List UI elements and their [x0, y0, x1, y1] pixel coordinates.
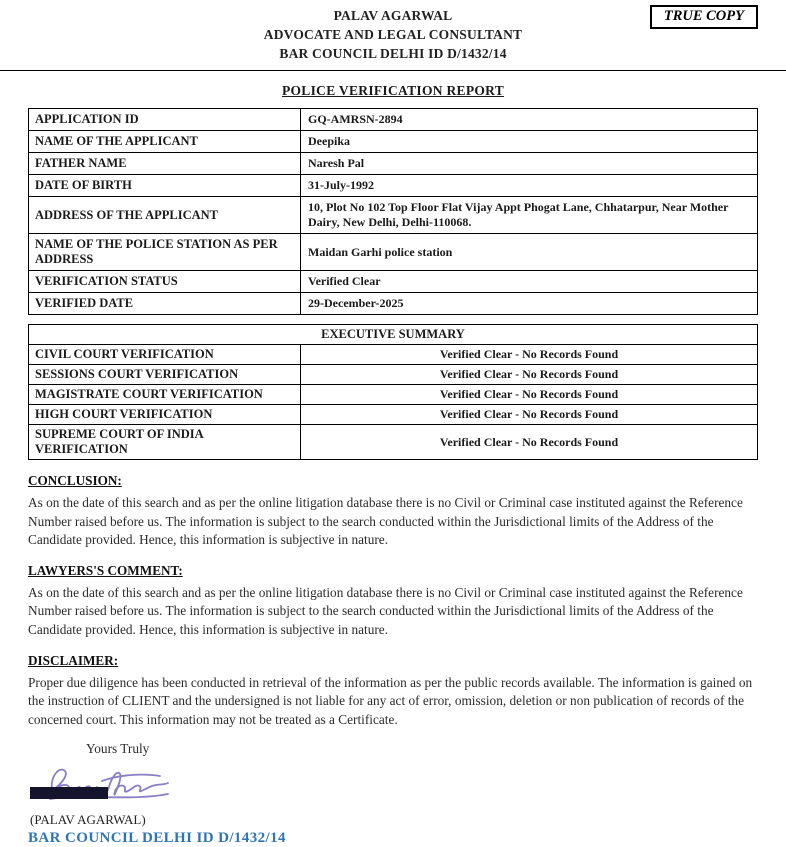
row-label: SESSIONS COURT VERIFICATION [29, 365, 301, 385]
row-value: Verified Clear - No Records Found [301, 425, 758, 460]
table-row [29, 109, 758, 131]
header-divider [0, 70, 786, 71]
row-value: Naresh Pal [301, 153, 758, 175]
table-row [29, 385, 758, 405]
lawyers-comment-heading: LAWYERS'S COMMENT: [28, 562, 183, 578]
row-label: VERIFIED DATE [29, 293, 301, 315]
table-row [29, 175, 758, 197]
applicant-details-table [28, 108, 758, 315]
signature-image [42, 761, 758, 810]
table-row [29, 271, 758, 293]
lawyers-comment-section [28, 562, 758, 640]
executive-summary-title: EXECUTIVE SUMMARY [29, 325, 758, 345]
row-value: Verified Clear - No Records Found [301, 385, 758, 405]
summary-title-row [29, 325, 758, 345]
report-title-wrap [28, 82, 758, 100]
row-label: HIGH COURT VERIFICATION [29, 405, 301, 425]
row-value: GQ-AMRSN-2894 [301, 109, 758, 131]
advocate-title: ADVOCATE AND LEGAL CONSULTANT [263, 27, 523, 42]
table-row [29, 345, 758, 365]
row-value: Verified Clear - No Records Found [301, 345, 758, 365]
signatory-name: (PALAV AGARWAL) [30, 812, 146, 828]
bar-council-id-header: BAR COUNCIL DELHI ID D/1432/14 [279, 46, 507, 61]
letterhead [28, 4, 758, 63]
true-copy-stamp: TRUE COPY [650, 5, 758, 29]
row-value: Verified Clear [301, 271, 758, 293]
row-label: FATHER NAME [29, 153, 301, 175]
report-title: POLICE VERIFICATION REPORT [281, 83, 505, 98]
table-row [29, 131, 758, 153]
conclusion-text: As on the date of this search and as per the online litigation database there is no Civil or Criminal case instituted against the Reference Number raised before us. The information is subject to the search conducted within the Jurisdictional limits of the Address of the Candidate provided. Hence, this information is subjective in nature. [28, 495, 743, 548]
row-value: Verified Clear - No Records Found [301, 405, 758, 425]
disclaimer-text: Proper due diligence has been conducted in retrieval of the information as per the public records available. The information is gained on the instruction of CLIENT and the undersigned is not liable for any act of error, omission, deletion or non publication of records of the concerned court. This information may not be treated as a Certificate. [28, 674, 753, 727]
row-label: APPLICATION ID [29, 109, 301, 131]
row-label: ADDRESS OF THE APPLICANT [29, 197, 301, 234]
table-row [29, 234, 758, 271]
row-value: Verified Clear - No Records Found [301, 365, 758, 385]
executive-summary-table [28, 324, 758, 460]
row-value: Maidan Garhi police station [301, 234, 758, 271]
row-label: MAGISTRATE COURT VERIFICATION [29, 385, 301, 405]
row-value: 31-July-1992 [301, 175, 758, 197]
conclusion-heading: CONCLUSION: [28, 473, 122, 488]
disclaimer-heading: DISCLAIMER: [28, 652, 119, 668]
row-label: DATE OF BIRTH [29, 175, 301, 197]
row-value: Deepika [301, 131, 758, 153]
disclaimer-section [28, 652, 758, 730]
row-value: 10, Plot No 102 Top Floor Flat Vijay Appt Phogat Lane, Chhatarpur, Near Mother Dairy, New Delhi, Delhi-110068. [301, 197, 758, 234]
table-row [29, 293, 758, 315]
row-label: NAME OF THE POLICE STATION AS PER ADDRESS [29, 234, 301, 271]
row-label: NAME OF THE APPLICANT [29, 131, 301, 153]
lawyers-comment-text: As on the date of this search and as per the online litigation database there is no Civil or Criminal case instituted against the Reference Number raised before us. The information is subject to the search conducted within the Jurisdictional limits of the Address of the Candidate provided. Hence, this information is subjective in nature. [28, 584, 743, 638]
table-row [29, 405, 758, 425]
closing-line: Yours Truly [86, 741, 150, 757]
row-label: VERIFICATION STATUS [29, 271, 301, 293]
advocate-name: PALAV AGARWAL [333, 8, 453, 23]
bar-council-id-footer: BAR COUNCIL DELHI ID D/1432/14 [28, 830, 286, 847]
row-label: CIVIL COURT VERIFICATION [29, 345, 301, 365]
table-row [29, 197, 758, 234]
conclusion-section [28, 472, 758, 550]
table-row [29, 425, 758, 460]
row-label: SUPREME COURT OF INDIA VERIFICATION [29, 425, 301, 460]
table-row [29, 153, 758, 175]
row-value: 29-December-2025 [301, 293, 758, 315]
table-row [29, 365, 758, 385]
footer-mark [30, 787, 108, 799]
